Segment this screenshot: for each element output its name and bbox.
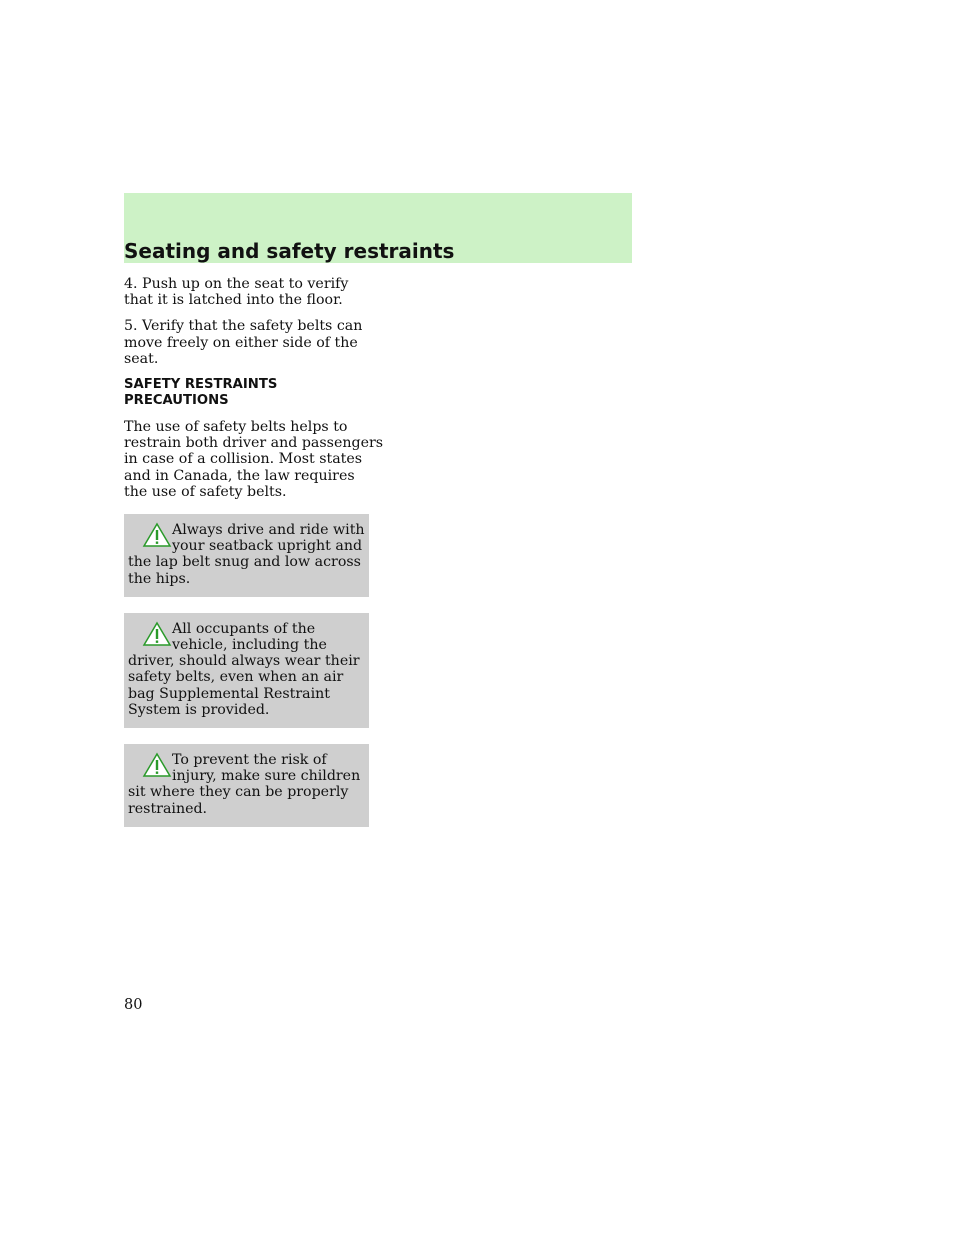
- safety-restraints-heading: [124, 377, 374, 409]
- warning-line: the hips.: [128, 570, 191, 587]
- heading-line: PRECAUTIONS: [124, 393, 229, 409]
- text-line: seat.: [124, 350, 159, 367]
- warning-line: injury, make sure children: [172, 768, 361, 785]
- text-line: the use of safety belts.: [124, 483, 287, 500]
- warning-line: the lap belt snug and low across: [128, 554, 361, 571]
- warning-box-children: [124, 744, 369, 827]
- warning-line: bag Supplemental Restraint: [128, 685, 330, 702]
- warning-triangle-icon: [142, 752, 172, 778]
- warning-line: your seatback upright and: [172, 538, 363, 555]
- step-5-paragraph: [124, 318, 374, 367]
- text-line: restrain both driver and passengers: [124, 435, 384, 452]
- page-content: [124, 276, 384, 843]
- text-line: in case of a collision. Most states: [124, 451, 363, 468]
- step-4-paragraph: [124, 276, 374, 308]
- warning-line: safety belts, even when an air: [128, 669, 344, 686]
- text-line: The use of safety belts helps to: [124, 419, 348, 436]
- text-line: and in Canada, the law requires: [124, 467, 355, 484]
- warning-line: All occupants of the: [172, 620, 316, 637]
- text-line: that it is latched into the floor.: [124, 292, 343, 309]
- warning-box-occupants: [124, 613, 369, 728]
- section-title: Seating and safety restraints: [124, 239, 455, 263]
- text-line: 4. Push up on the seat to verify: [124, 276, 349, 292]
- warning-line: To prevent the risk of: [172, 752, 327, 769]
- warning-line: Always drive and ride with: [172, 522, 365, 539]
- warning-line: System is provided.: [128, 701, 270, 718]
- warning-line: vehicle, including the: [172, 637, 327, 654]
- warning-triangle-icon: [142, 621, 172, 647]
- warning-line: driver, should always wear their: [128, 653, 360, 670]
- text-line: 5. Verify that the safety belts can: [124, 318, 363, 335]
- intro-paragraph: [124, 419, 384, 500]
- heading-line: SAFETY RESTRAINTS: [124, 377, 278, 393]
- warning-box-seatback: [124, 514, 369, 597]
- text-line: move freely on either side of the: [124, 334, 358, 351]
- warning-triangle-icon: [142, 522, 172, 548]
- warning-line: restrained.: [128, 800, 208, 817]
- warning-line: sit where they can be properly: [128, 784, 349, 801]
- page-number: 80: [124, 997, 143, 1013]
